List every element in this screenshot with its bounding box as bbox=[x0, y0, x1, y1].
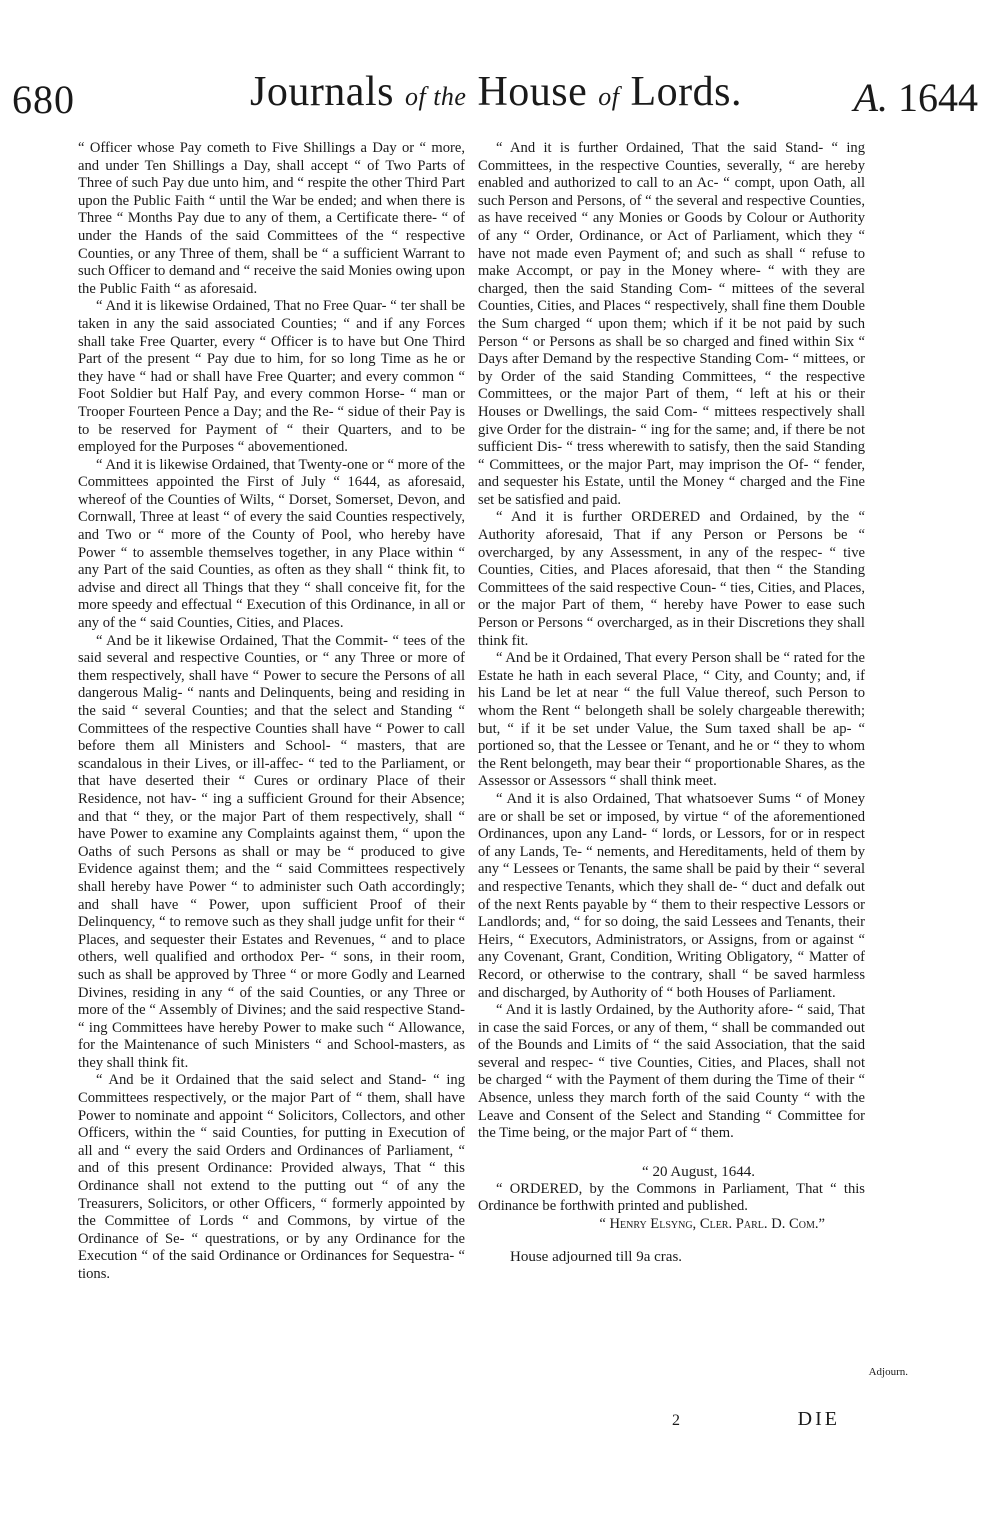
adjournment-line: House adjourned till 9a cras. bbox=[510, 1248, 683, 1265]
left-paragraph-1: “ Officer whose Pay cometh to Five Shillings a Day or “ more, and under Ten Shillings a Day, shall accept “ of Two Parts of Three of such Pay due unto him, and “ respite the other Third Part upon the Public Faith “ until the War be ended; and when there is Three “ Months Pay due to any of them, a Certificate there- “ of under the Hands of the said Committees of the “ respective Counties, or any Three of them, shall be “ a sufficient Warrant to such Officer to demand and “ receive the said Monies owing upon the Public Faith “ as aforesaid. bbox=[78, 140, 465, 297]
year-prefix: A. bbox=[853, 75, 888, 120]
left-column bbox=[78, 140, 465, 1284]
left-paragraph-2: “ And it is likewise Ordained, That no Free Quar- “ ter shall be taken in any the said associated Counties; “ and if any Forces shall take Free Quarter, every “ Officer is to have but One Third Part of the present “ Pay due to him, for so long Time as he or they have “ had or shall have Free Quarter; and every common “ Foot Soldier but Half Pay, and every common Horse- “ man or Trooper Fourteen Pence a Day; and the Re- “ sidue of their Pay is to be reserved for Payment of “ their Quarters, and to be employed for the Purposes “ abovementioned. bbox=[78, 298, 465, 456]
signature-mark: 2 bbox=[672, 1412, 680, 1429]
catchword: DIE bbox=[797, 1408, 840, 1430]
left-paragraph-3: “ And it is likewise Ordained, that Twenty-one or “ more of the Committees appointed the First of July “ 1644, as aforesaid, whereof of the Counties of Wilts, “ Dorset, Somerset, Devon, and Cornwall, Three at least “ of every the said Counties respectively, and Two or “ more of the County of Pool, who hereby have Power “ to assemble themselves together, in any Place within “ any Part of the said Counties, as often as they shall “ think fit, to advise and direct all Things that they “ shall conceive fit, for the more speedy and effectual “ Execution of this Ordinance, in all or any of the “ said Counties, Cities, and Places. bbox=[78, 456, 465, 632]
right-paragraph-2: “ And it is further ORDERED and Ordained, by the “ Authority aforesaid, That if any Person or Persons be “ overcharged, by any Assessment, in any of the respec- “ tive Counties, Cities, and Places aforesaid, that then “ the Standing Committees of the said respective Coun- “ ties, Cities, and Places, or the major Part of them, “ hereby have Power to ease such Person or Persons “ overcharged, as in their Discretions they shall think fit. bbox=[478, 509, 865, 649]
ordinance-date: “ 20 August, 1644. bbox=[642, 1163, 755, 1180]
right-paragraph-1: “ And it is further Ordained, That the said Stand- “ ing Committees, in the respective Counties, severally, “ are hereby enabled and authorized to call to an Ac- “ compt, upon Oath, all such Person and Persons, of “ the several and respective Counties, as have received “ any Monies or Goods by Colour or Authority of any “ Order, Ordinance, or Act of Parliament, which they “ have not made even Payment of; and such as shall “ refuse to make Accompt, or pay in the Money where- “ with they are charged, then the said Standing Com- “ mittees of the several Counties, Cities, and Places “ respectively, shall fine them Double the Sum charged “ upon them; which if it be not paid by such Person “ or Persons as shall be so charged and fined within Six “ Days after Demand by the respective Standing Com- “ mittees, or by Order of the said Standing Committees, “ the respective Committees, or the major Part of them, “ left at his or their Houses or Dwellings, the said Com- “ mittees respectively shall give Order for the distrain- “ ing for the same; and, if there be not sufficient Dis- “ tress wherewith to satisfy, then the said Standing “ Committees, or the major Part, may imprison the Of- “ fender, and sequester his Estate, until the Money “ charged and the Fine set be satisfied and paid. bbox=[478, 140, 865, 508]
right-paragraph-3: “ And be it Ordained, That every Person shall be “ rated for the Estate he hath in each several Place, “ City, and County; and, if his Land be let at near “ the full Value thereof, such Person to whom the Rent “ belongeth shall be solely chargeable therewith; but, “ if it be set under Value, the Sum taxed shall be ap- “ portioned so, that the Lessee or Tenant, and he or “ they to whom the Rent belongeth, may bear their “ proportionable Shares, as the Assessor or Assessors “ shall think meet. bbox=[478, 650, 865, 790]
right-paragraph-5: “ And it is lastly Ordained, by the Authority afore- “ said, That in case the said Forces, or any of them, “ shall be commanded out of the Bounds and Limits of “ the said Association, that the said several and respec- “ tive Counties, Cities, and Places, shall not be charged “ with the Payment of them during the Time of their “ Absence, unless they march forth of the said County “ with the Leave and Consent of the Select and Standing “ Committee for the Time being, or the major Part of “ them. bbox=[478, 1002, 865, 1142]
year-heading bbox=[854, 74, 978, 121]
right-paragraph-4: “ And it is also Ordained, That whatsoever Sums “ of Money are or shall be set or imposed, by virtue “ of the aforementioned Ordinances, upon any Land- “ lords, or Lessors, for or in respect of any Lands, Te- “ nements, and Hereditaments, held of them by any “ Lessees or Tenants, the same shall be paid by their “ several and respective Tenants, which they shall de- “ duct and defalk out of the next Rents payable by “ them to their respective Lessors or Landlords; and, “ for so doing, the said Lessees and Tenants, their Heirs, “ Executors, Administrators, or Assigns, from or against “ any Covenant, Grant, Condition, Writing Obligatory, “ Matter of Record, or otherwise to the contrary, shall “ be saved harmless and discharged, by Authority of “ both Houses of Parliament. bbox=[478, 790, 865, 1001]
left-paragraph-5: “ And be it Ordained that the said select and Stand- “ ing Committees respectively, or the major Part of “ them, shall have Power to nominate and appoint “ Solicitors, Collectors, and other Officers, within the “ said Counties, for putting in Execution of all and “ every the said Orders and Ordinances of Parliament, “ and of this present Ordinance: Provided always, That “ this Ordinance shall not extend to the putting out “ of any the Treasurers, Solicitors, or other Officers, “ formerly appointed by the Committee of Lords “ and Commons, by virtue of the Ordinance of Se- “ questrations, or by any Ordinance for the Execution “ of the said Ordinance or Ordinances for Sequestra- “ tions. bbox=[78, 1072, 465, 1282]
left-paragraph-4: “ And be it likewise Ordained, That the Commit- “ tees of the said several and respective Counties, or “ any Three or more of them respectively, shall have “ Power to secure the Persons of all dangerous Malig- “ nants and Delinquents, being and residing in the said “ several Counties; and that the select and Standing “ Committees of the respective Counties shall have “ Power to call before them all Ministers and School- “ masters, that are scandalous in their Lives, or ill-affec- “ ted to the Parliament, or that have deserted their “ Cures or ordinary Place of their Residence, not hav- “ ing a sufficient Ground for their Absence; and that “ they, or the major Part of them respectively, shall “ have Power to examine any Complaints against them, “ upon the Oaths of such Persons as shall or may be “ produced to give Evidence against them; and the “ said Committees respectively shall hereby have Power “ to administer such Oath accordingly; and shall have “ Power, upon sufficient Proof of their Delinquency, “ to remove such as they shall judge unfit for their “ Places, and sequester their Estates and Revenues, “ and to place others, well qualified and orthodox Per- “ sons, in their room, such as shall be approved by Three “ or more Godly and Learned Divines, residing in any “ of the said Counties, or any Three or more of the “ Assembly of Divines; and the said respective Stand- “ ing Committees have hereby Power to make such “ Allowance, for the Maintenance of such Ministers “ and School-masters, as they shall think fit. bbox=[78, 632, 465, 1071]
title-word-house: House bbox=[477, 69, 588, 115]
right-column bbox=[478, 140, 865, 1266]
year-value: 1644 bbox=[898, 75, 978, 120]
margin-note-adjourn: Adjourn. bbox=[868, 1366, 908, 1378]
clerk-signature: “ Henry Elsyng, Cler. Parl. D. Com.” bbox=[599, 1216, 825, 1233]
title-word-of-the: of the bbox=[404, 82, 467, 111]
title-word-of: of bbox=[598, 82, 620, 111]
title-word-journals: Journals bbox=[249, 69, 394, 115]
running-title bbox=[0, 68, 992, 116]
title-word-lords: Lords. bbox=[630, 69, 743, 115]
ordered-paragraph: “ ORDERED, by the Commons in Parliament, That “ this Ordinance be forthwith printed and published. bbox=[478, 1180, 865, 1215]
page-number: 680 bbox=[12, 77, 75, 122]
